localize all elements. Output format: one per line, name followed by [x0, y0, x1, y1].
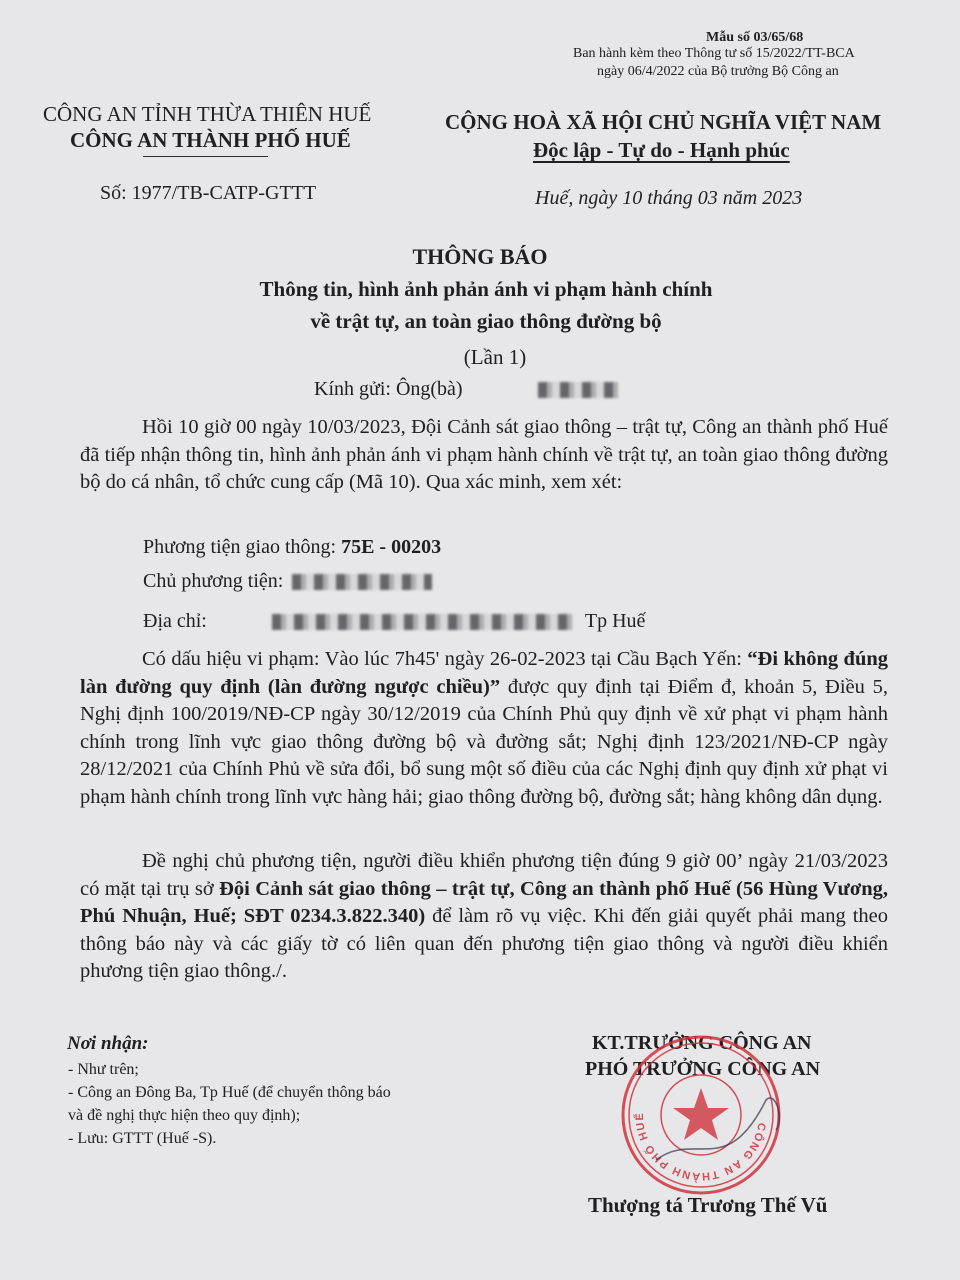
- violation-intro: Có dấu hiệu vi phạm: Vào lúc 7h45' ngày 26-02-2023 tại Cầu Bạch Yến:: [142, 648, 748, 670]
- form-code: Mẫu số 03/65/68: [706, 30, 804, 45]
- paragraph-request: [80, 848, 888, 986]
- recipient-item-2b: và đề nghị thực hiện theo quy định);: [68, 1107, 301, 1124]
- recipients-title: Nơi nhận:: [67, 1033, 149, 1054]
- address-line: [143, 608, 645, 635]
- svg-text:CÔNG AN THÀNH PHỐ HUẾ: CÔNG AN THÀNH PHỐ HUẾ: [633, 1111, 768, 1183]
- notice-title: THÔNG BÁO: [412, 244, 548, 269]
- form-circular-date: ngày 06/4/2022 của Bộ trưởng Bộ Công an: [597, 64, 839, 79]
- violation-description: “Đi không đúng làn đường quy định (làn đường ngược chiều)”: [80, 648, 888, 698]
- signature-title-1: KT.TRƯỞNG CÔNG AN: [592, 1032, 812, 1054]
- redacted-owner-name: [292, 574, 432, 590]
- request-location: Đội Cảnh sát giao thông – trật tự, Công an thành phố Huế (56 Hùng Vương, Phú Nhuận, Huế; SĐT 0234.3.822.340): [80, 877, 888, 927]
- document-number: Số: 1977/TB-CATP-GTTT: [100, 182, 317, 204]
- paragraph-violation: [80, 646, 888, 811]
- owner-line: [143, 568, 432, 595]
- vehicle-plate: 75E - 00203: [341, 536, 442, 558]
- vehicle-label: Phương tiện giao thông:: [143, 536, 342, 558]
- signer-name: Thượng tá Trương Thế Vũ: [588, 1193, 828, 1217]
- owner-label: Chủ phương tiện:: [143, 570, 284, 592]
- notice-subtitle-1: Thông tin, hình ảnh phản ánh vi phạm hành chính: [259, 277, 713, 301]
- official-seal: [616, 1030, 786, 1200]
- form-circular: Ban hành kèm theo Thông tư số 15/2022/TT-BCA: [573, 46, 855, 61]
- notice-subtitle-2: về trật tự, an toàn giao thông đường bộ: [310, 309, 662, 333]
- greeting: [314, 376, 618, 403]
- address-label: Địa chỉ:: [143, 610, 207, 632]
- request-instructions: để làm rõ vụ việc. Khi đến giải quyết phải mang theo thông báo này và các giấy tờ có liên quan đến phương tiện giao thông và người điều khiển phương tiện giao thông./.: [80, 905, 888, 982]
- redacted-recipient-name: [538, 382, 618, 398]
- signature-title-2: PHÓ TRƯỞNG CÔNG AN: [585, 1058, 821, 1080]
- agency-parent: CÔNG AN TỈNH THỪA THIÊN HUẾ: [43, 102, 372, 126]
- issue-date: Huế, ngày 10 tháng 03 năm 2023: [535, 187, 803, 209]
- notice-round: (Lần 1): [463, 345, 527, 369]
- vehicle-line: [143, 534, 441, 561]
- request-intro: Đề nghị chủ phương tiện, người điều khiển phương tiện đúng 9 giờ 00’ ngày 21/03/2023 có mặt tại trụ sở: [80, 850, 888, 900]
- address-city: Tp Huế: [584, 610, 646, 632]
- paragraph-intro: Hồi 10 giờ 00 ngày 10/03/2023, Đội Cảnh sát giao thông – trật tự, Công an thành phố Huế đã tiếp nhận thông tin, hình ảnh phản ánh vi phạm hành chính về trật tự, an toàn giao thông đường bộ do cá nhân, tổ chức cung cấp (Mã 10). Qua xác minh, xem xét:: [80, 416, 888, 493]
- recipient-item-2a: - Công an Đông Ba, Tp Huế (để chuyển thông báo: [68, 1084, 391, 1101]
- agency-underline: [143, 156, 268, 157]
- national-title: CỘNG HOÀ XÃ HỘI CHỦ NGHĨA VIỆT NAM: [445, 110, 882, 134]
- greeting-label: Kính gửi: Ông(bà): [314, 378, 463, 400]
- redacted-address: [272, 614, 572, 630]
- agency-name: CÔNG AN THÀNH PHỐ HUẾ: [70, 128, 351, 152]
- violation-legal-basis: được quy định tại Điểm đ, khoản 5, Điều 5, Nghị định 100/2019/NĐ-CP ngày 30/12/2019 của Chính Phủ quy định về xử phạt vi phạm hành chính trong lĩnh vực giao thông đường bộ và đường sắt; Nghị định 123/2021/NĐ-CP ngày 28/12/2021 của Chính Phủ về sửa đổi, bổ sung một số điều của các Nghị định quy định xử phạt vi phạm hành chính trong lĩnh vực hàng hải; giao thông đường bộ, đường sắt; hàng không dân dụng.: [80, 675, 888, 808]
- recipient-item-3: - Lưu: GTTT (Huế -S).: [68, 1130, 217, 1147]
- recipient-item-1: - Như trên;: [68, 1061, 139, 1078]
- national-motto: Độc lập - Tự do - Hạnh phúc: [533, 138, 790, 162]
